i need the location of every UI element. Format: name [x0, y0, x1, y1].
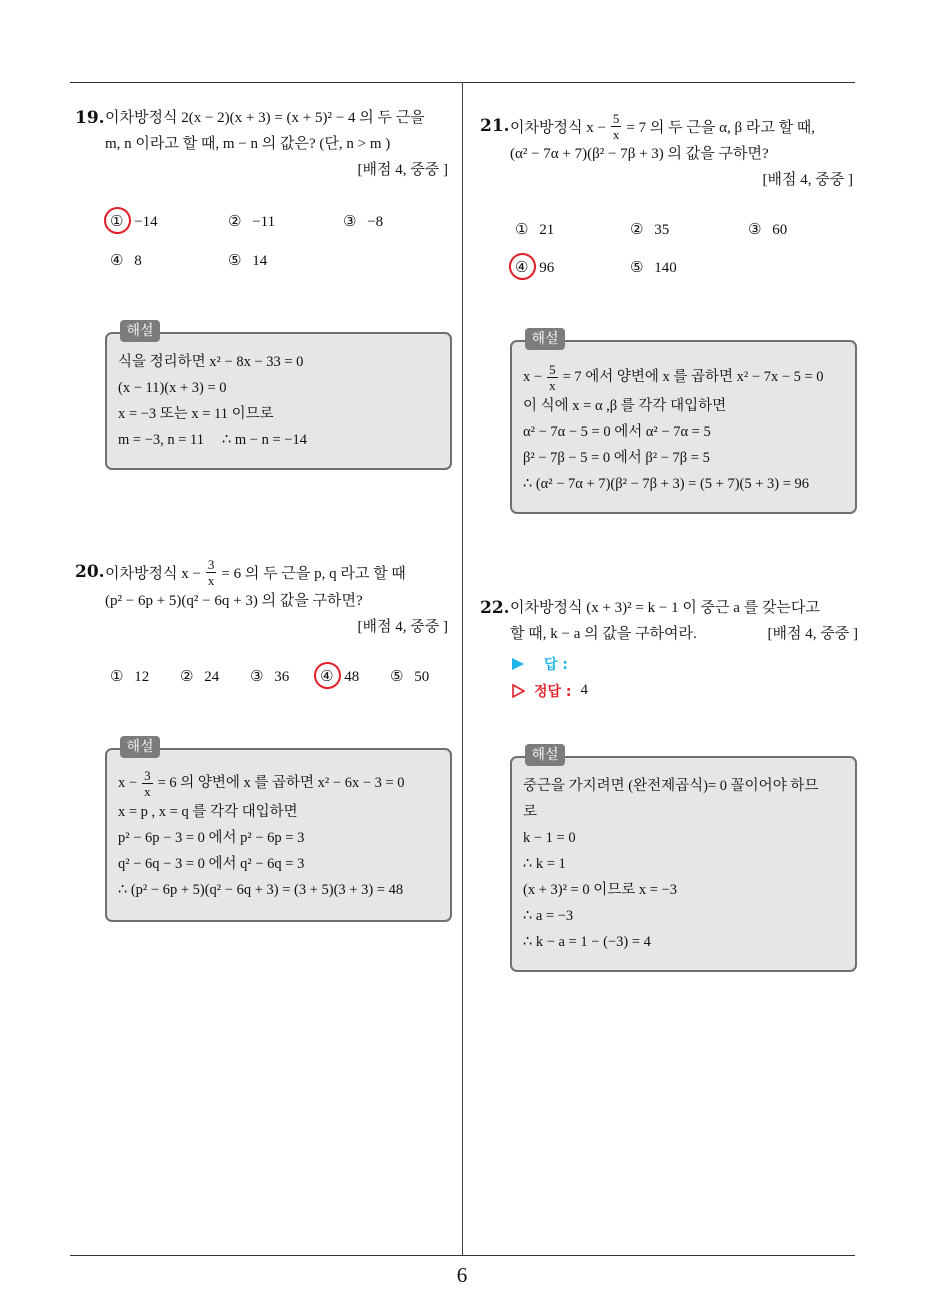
fraction-numerator: 3	[207, 556, 215, 572]
choice-number: ⑤	[390, 667, 404, 685]
explanation-line: 로	[523, 804, 538, 820]
problem-text-line: (p² − 6p + 5)(q² − 6q + 3) 의 값을 구하면?	[105, 593, 363, 609]
explanation-box	[510, 747, 857, 972]
problem-21	[480, 111, 860, 193]
explanation-line: x = p , x = q 를 각각 대입하면	[118, 804, 298, 820]
correct-answer-label: 정답 :	[534, 683, 572, 700]
explanation-line: ∴ (p² − 6p + 5)(q² − 6q + 3) = (3 + 5)(3 + 3) = 48	[118, 882, 404, 898]
explanation-line: ∴ (α² − 7α + 7)(β² − 7β + 3) = (5 + 7)(5 + 3) = 96	[523, 476, 810, 492]
choice-5	[228, 250, 267, 270]
explanation-line: (x + 3)² = 0 이므로 x = −3	[523, 882, 677, 898]
problem-22	[480, 595, 860, 704]
explanation-segment: x −	[118, 775, 138, 791]
explanation-line: (x − 11)(x + 3) = 0	[118, 380, 227, 396]
fraction-denominator: x	[207, 572, 215, 588]
answer-mark-circle	[101, 204, 134, 237]
explanation-line: α² − 7α − 5 = 0 에서 α² − 7α = 5	[523, 424, 711, 440]
choice-value: 8	[134, 253, 142, 269]
score-label: [배점 4, 중중 ]	[357, 162, 448, 178]
choice-number: ⑤	[228, 251, 242, 269]
choice-value: 35	[654, 222, 670, 238]
fraction-denominator: x	[549, 377, 556, 393]
choice-3	[343, 211, 383, 231]
choice-value: −14	[134, 214, 158, 230]
column-divider	[462, 82, 463, 1256]
choice-number: ③	[748, 220, 762, 238]
problem-text-line: m, n 이라고 할 때, m − n 의 값은? (단, n > m )	[105, 136, 391, 152]
choice-3	[250, 666, 289, 686]
choice-number: ①	[110, 212, 124, 230]
explanation-segment: x −	[523, 369, 543, 385]
choice-number: ①	[515, 220, 529, 238]
score-label: [배점 4, 중중 ]	[762, 172, 853, 188]
choice-number: ④	[320, 667, 334, 685]
choice-2	[180, 666, 219, 686]
explanation-line: ∴ k − a = 1 − (−3) = 4	[523, 934, 651, 950]
explanation-box	[105, 323, 452, 470]
explanation-segment: = 6 의 양변에 x 를 곱하면 x² − 6x − 3 = 0	[157, 775, 405, 791]
problem-text-line: 이차방정식 (x + 3)² = k − 1 이 중근 a 를 갖는다고	[510, 600, 820, 616]
explanation-line: k − 1 = 0	[523, 830, 576, 846]
choice-number: ②	[630, 220, 644, 238]
fraction-numerator: 3	[144, 767, 151, 783]
text-segment: 이차방정식 x −	[105, 565, 201, 582]
fraction	[206, 558, 217, 587]
choice-5	[630, 257, 677, 277]
explanation-box	[105, 739, 452, 922]
choice-value: 60	[772, 222, 788, 238]
text-segment: = 6 의 두 근을 p, q 라고 할 때	[221, 565, 406, 582]
choice-1	[515, 219, 554, 239]
explanation-tab: 해설	[120, 320, 160, 342]
explanation-segment: m = −3, n = 11	[118, 432, 205, 448]
choice-value: 21	[539, 222, 555, 238]
explanation-line: p² − 6p − 3 = 0 에서 p² − 6p = 3	[118, 830, 305, 846]
explanation-tab: 해설	[525, 328, 565, 350]
explanation-tab: 해설	[525, 744, 565, 766]
problem-number: 19.	[75, 108, 105, 128]
choice-value: 96	[539, 260, 555, 276]
text-segment: 할 때, k − a 의 값을 구하여라.	[510, 626, 697, 642]
explanation-line: q² − 6q − 3 = 0 에서 q² − 6q = 3	[118, 856, 305, 872]
problem-text-line	[105, 556, 448, 588]
fraction-denominator: x	[144, 783, 151, 799]
fraction-denominator: x	[612, 126, 620, 142]
explanation-line: ∴ k = 1	[523, 856, 566, 872]
problem-text	[105, 105, 448, 183]
page-number: 6	[456, 1263, 468, 1287]
explanation-segment: ∴ m − n = −14	[222, 432, 307, 448]
explanation-box	[510, 331, 857, 514]
choice-number: ③	[343, 212, 357, 230]
problem-text-line	[510, 111, 853, 141]
choice-value: 24	[204, 669, 220, 685]
problem-number: 22.	[480, 598, 510, 618]
bottom-rule	[70, 1255, 855, 1256]
answer-mark-circle	[311, 659, 344, 692]
choice-value: −11	[252, 214, 276, 230]
choice-2	[630, 219, 669, 239]
answer-line	[510, 650, 858, 677]
outline-triangle-icon	[512, 684, 525, 698]
choice-number: ①	[110, 667, 124, 685]
problem-number: 20.	[75, 562, 105, 582]
problem-text	[510, 595, 858, 704]
choice-4	[110, 250, 142, 270]
explanation-line: β² − 7β − 5 = 0 에서 β² − 7β = 5	[523, 450, 710, 466]
score-label: [배점 4, 중중 ]	[767, 626, 858, 642]
choice-number: ②	[228, 212, 242, 230]
problem-19	[75, 105, 460, 183]
problem-20	[75, 556, 460, 640]
choice-value: 12	[134, 669, 150, 685]
score-label: [배점 4, 중중 ]	[357, 619, 448, 635]
explanation-line: ∴ a = −3	[523, 908, 574, 924]
fraction	[611, 112, 622, 141]
choice-4	[515, 257, 554, 277]
choice-1	[110, 211, 158, 231]
explanation-line: 이 식에 x = α ,β 를 각각 대입하면	[523, 398, 727, 414]
choice-value: 14	[252, 253, 268, 269]
explanation-tab: 해설	[120, 736, 160, 758]
choice-value: 140	[654, 260, 677, 276]
text-segment: = 7 의 두 근을 α, β 라고 할 때,	[626, 119, 816, 136]
explanation-segment: = 7 에서 양변에 x 를 곱하면 x² − 7x − 5 = 0	[562, 369, 824, 385]
choice-number: ④	[110, 251, 124, 269]
choice-number: ⑤	[630, 258, 644, 276]
problem-text-line: 이차방정식 2(x − 2)(x + 3) = (x + 5)² − 4 의 두 근을	[105, 110, 425, 126]
choice-number: ③	[250, 667, 264, 685]
problem-text-line	[510, 621, 858, 647]
correct-answer-value: 4	[580, 682, 589, 698]
play-triangle-icon	[512, 658, 524, 670]
choice-1	[110, 666, 149, 686]
fraction	[547, 363, 558, 392]
text-segment: 이차방정식 x −	[510, 119, 606, 136]
choice-5	[390, 666, 429, 686]
choice-4	[320, 666, 359, 686]
problem-text-line: (α² − 7α + 7)(β² − 7β + 3) 의 값을 구하면?	[510, 146, 769, 162]
answer-mark-circle	[506, 250, 539, 283]
explanation-line: 식을 정리하면 x² − 8x − 33 = 0	[118, 354, 304, 370]
choice-value: 50	[414, 669, 430, 685]
choice-3	[748, 219, 787, 239]
explanation-line: 중근을 가지려면 (완전제곱식)= 0 꼴이어야 하므	[523, 778, 819, 794]
problem-number: 21.	[480, 116, 510, 136]
explanation-line	[523, 361, 847, 393]
fraction	[142, 769, 153, 798]
choice-value: 36	[274, 669, 290, 685]
choice-number: ④	[515, 258, 529, 276]
choice-2	[228, 211, 275, 231]
problem-text	[105, 556, 448, 640]
correct-answer-line	[510, 677, 858, 704]
problem-text	[510, 111, 853, 193]
fraction-numerator: 5	[612, 110, 620, 126]
choice-value: −8	[367, 214, 384, 230]
explanation-line: x = −3 또는 x = 11 이므로	[118, 406, 274, 422]
answer-label: 답 :	[544, 656, 568, 673]
fraction-numerator: 5	[549, 361, 556, 377]
explanation-line	[118, 767, 442, 799]
choice-value: 48	[344, 669, 360, 685]
choice-number: ②	[180, 667, 194, 685]
explanation-line	[118, 427, 442, 453]
